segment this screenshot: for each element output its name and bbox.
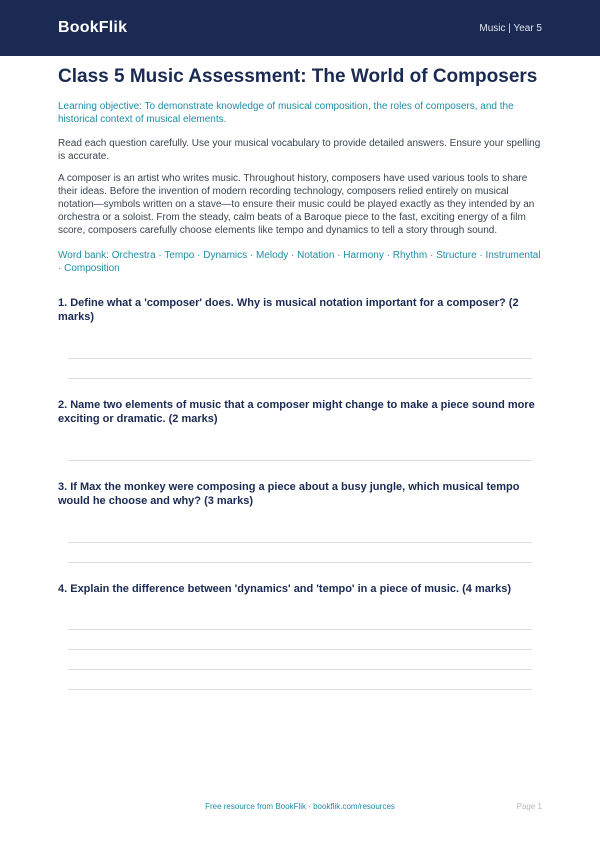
word-bank: Word bank: Orchestra · Tempo · Dynamics · Melody · Notation · Harmony · Rhythm · Structure · Instrumental · Composition (58, 250, 541, 274)
page-number: Page 1 (516, 802, 542, 811)
answer-line[interactable] (68, 358, 532, 359)
answer-line[interactable] (68, 669, 532, 670)
page-header (0, 0, 600, 56)
answer-line[interactable] (68, 562, 532, 563)
question-4: 4. Explain the difference between 'dynamics' and 'tempo' in a piece of music. (4 marks) (58, 583, 512, 595)
answer-line[interactable] (68, 460, 532, 461)
worksheet-intro (58, 64, 542, 275)
footer-link[interactable]: Free resource from BookFlik · bookflik.com/resources (205, 802, 395, 811)
question-3: 3. If Max the monkey were composing a piece about a busy jungle, which musical tempo would he choose and why? (3 marks) (58, 481, 520, 507)
answer-line[interactable] (68, 542, 532, 543)
brand-logo: BookFlik (58, 19, 128, 36)
answer-line[interactable] (68, 649, 532, 650)
question-1: 1. Define what a 'composer' does. Why is musical notation important for a composer? (2 marks) (58, 297, 519, 323)
page-title: Class 5 Music Assessment: The World of Composers (58, 66, 538, 87)
answer-line[interactable] (68, 689, 532, 690)
learning-objective: Learning objective: To demonstrate knowledge of musical composition, the roles of composers, and the historical context of musical elements. (58, 101, 514, 125)
question-2: 2. Name two elements of music that a composer might change to make a piece sound more exciting or dramatic. (2 marks) (58, 399, 535, 425)
intro-paragraph: A composer is an artist who writes music. Throughout history, composers have used various tools to share their ideas. Before the invention of modern recording technology, composers relied entirely on musical notation—symbols written on a stave—to ensure their music could be played exactly as they intended by an orchestra or a soloist. From the steady, calm beats of a Baroque piece to the fast, exciting energy of a film score, composers carefully choose elements like tempo and dynamics to tell a story through sound. (58, 173, 535, 236)
instructions: Read each question carefully. Use your musical vocabulary to provide detailed answers. Ensure your spelling is accurate. (58, 138, 541, 162)
subject-label: Music | Year 5 (479, 22, 542, 34)
answer-line[interactable] (68, 378, 532, 379)
answer-line[interactable] (68, 629, 532, 630)
